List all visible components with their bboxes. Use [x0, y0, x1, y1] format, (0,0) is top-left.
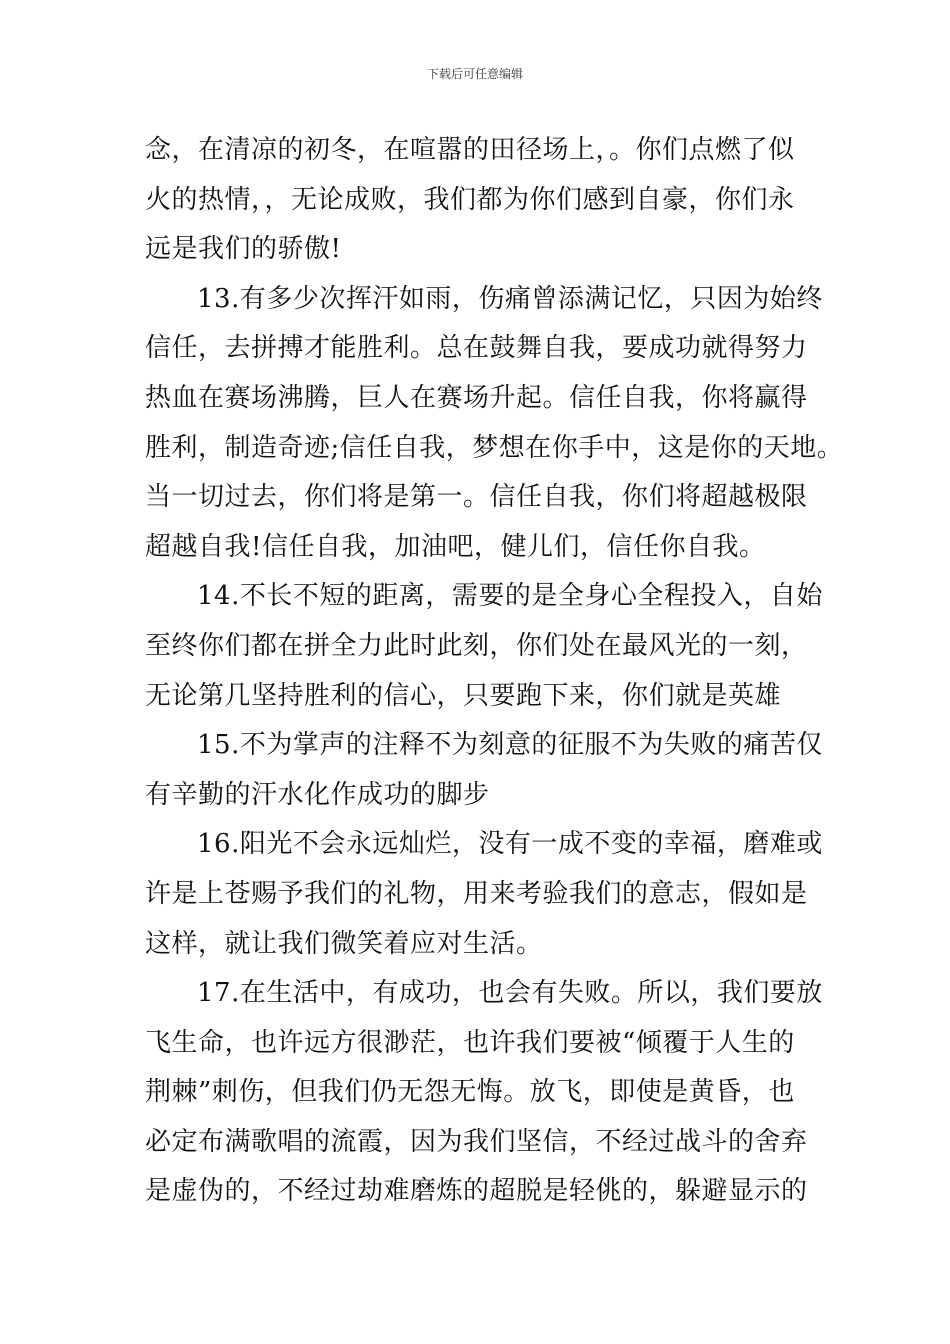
text-line: 有辛勤的汗水化作成功的脚步 — [145, 779, 490, 810]
text-line: 念，在清凉的初冬，在喧嚣的田径场上，。你们点燃了似 — [145, 135, 795, 165]
text-line: 这样，就让我们微笑着应对生活。 — [145, 928, 543, 959]
text-line: 火的热情，，无论成败，我们都为你们感到自豪，你们永 — [145, 184, 795, 215]
text-line: 飞生命，也许远方很渺茫，也许我们要被“倾覆于人生的 — [145, 1027, 795, 1058]
document-body — [145, 126, 844, 1217]
text-line: 热血在赛场沸腾，巨人在赛场升起。信任自我，你将赢得 — [145, 382, 808, 413]
text-line: 远是我们的骄傲! — [145, 234, 342, 265]
text-line: 许是上苍赐予我们的礼物，用来考验我们的意志，假如是 — [145, 878, 808, 909]
text-line: 至终你们都在拼全力此时此刻，你们处在最风光的一刻， — [145, 630, 808, 661]
text-line: 胜利，制造奇迹;信任自我，梦想在你手中，这是你的天地。 — [145, 432, 844, 463]
text-line: 17.在生活中，有成功，也会有失败。所以，我们要放 — [197, 978, 823, 1009]
text-line: 无论第几坚持胜利的信心，只要跑下来，你们就是英雄 — [145, 680, 782, 711]
text-line: 15.不为掌声的注释不为刻意的征服不为失败的痛苦仅 — [197, 730, 823, 761]
text-line: 是虚伪的，不经过劫难磨炼的超脱是轻佻的，躲避显示的 — [145, 1176, 808, 1207]
text-line: 信任，去拼搏才能胜利。总在鼓舞自我，要成功就得努力 — [145, 333, 808, 364]
text-line: 荆棘”刺伤，但我们仍无怨无悔。放飞，即使是黄昏，也 — [145, 1077, 795, 1108]
text-line: 必定布满歌唱的流霞，因为我们坚信，不经过战斗的舍弃 — [145, 1126, 808, 1157]
page-header: 下载后可任意编辑 — [426, 67, 523, 81]
text-line: 13.有多少次挥汗如雨，伤痛曾添满记忆，只因为始终 — [197, 283, 823, 314]
text-line: 14.不长不短的距离，需要的是全身心全程投入，自始 — [197, 581, 823, 612]
text-line: 16.阳光不会永远灿烂，没有一成不变的幸福，磨难或 — [197, 829, 823, 860]
text-line: 当一切过去，你们将是第一。信任自我，你们将超越极限 — [145, 482, 808, 513]
text-line: 超越自我!信任自我，加油吧，健儿们，信任你自我。 — [145, 531, 766, 562]
